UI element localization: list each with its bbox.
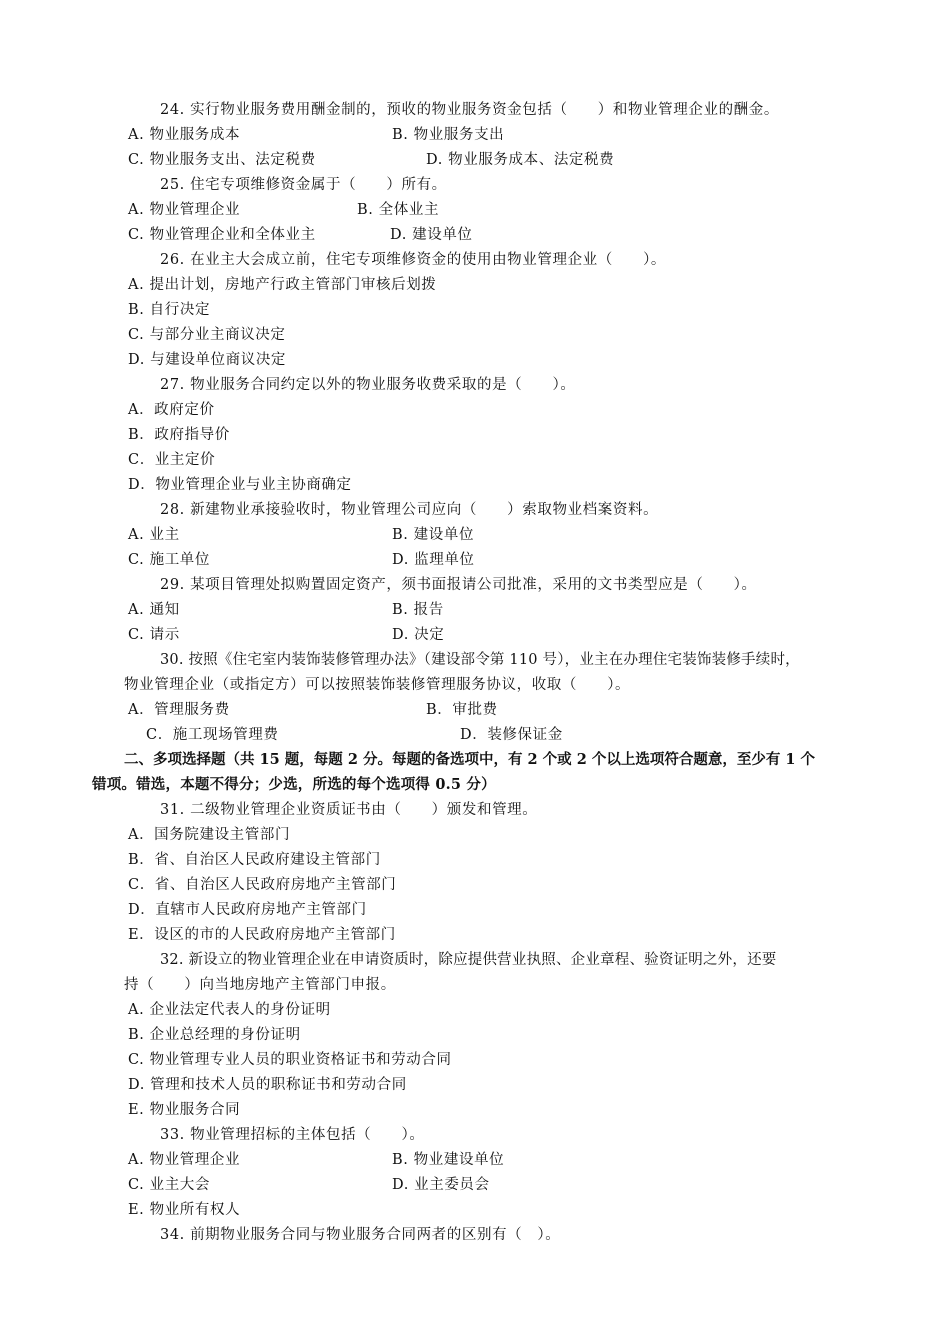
question-32-stem: 32. 新设立的物业管理企业在申请资质时，除应提供营业执照、企业章程、验资证明之外，还要 <box>160 952 777 968</box>
question-24-stem: 24. 实行物业服务费用酬金制的，预收的物业服务资金包括（ ）和物业管理企业的酬金。 <box>160 102 779 118</box>
question-26-option-d: D. 与建设单位商议决定 <box>128 352 287 368</box>
question-32-stem-continued: 持（ ）向当地房地产主管部门申报。 <box>124 977 396 993</box>
question-25-option-b: B. 全体业主 <box>357 202 440 218</box>
section-2-heading-continued: 错项。错选，本题不得分；少选，所选的每个选项得 0.5 分） <box>92 776 496 793</box>
question-33-option-d: D. 业主委员会 <box>392 1177 490 1193</box>
question-32-option-a: A. 企业法定代表人的身份证明 <box>128 1002 331 1018</box>
question-31-option-b: B．省、自治区人民政府建设主管部门 <box>128 852 381 868</box>
question-25-option-d: D. 建设单位 <box>390 227 473 243</box>
question-28-option-c: C. 施工单位 <box>128 552 210 568</box>
question-30-option-d: D．装修保证金 <box>460 727 563 743</box>
question-31-option-d: D．直辖市人民政府房地产主管部门 <box>128 902 367 918</box>
question-32-option-b: B. 企业总经理的身份证明 <box>128 1027 301 1043</box>
question-30-stem-continued: 物业管理企业（或指定方）可以按照装饰装修管理服务协议，收取（ ）。 <box>124 677 631 693</box>
question-24-option-a: A. 物业服务成本 <box>128 127 241 143</box>
question-33-option-b: B. 物业建设单位 <box>392 1152 505 1168</box>
question-29-option-d: D. 决定 <box>392 627 445 643</box>
question-31-option-a: A．国务院建设主管部门 <box>128 827 291 843</box>
question-31-stem: 31. 二级物业管理企业资质证书由（ ）颁发和管理。 <box>160 802 538 818</box>
question-24-option-c: C. 物业服务支出、法定税费 <box>128 152 316 168</box>
question-34-stem: 34. 前期物业服务合同与物业服务合同两者的区别有（ ）。 <box>160 1227 561 1243</box>
question-24-option-b: B. 物业服务支出 <box>392 127 505 143</box>
question-30-option-b: B．审批费 <box>426 702 498 718</box>
question-29-option-a: A. 通知 <box>128 602 180 618</box>
question-28-option-a: A. 业主 <box>128 527 180 543</box>
question-29-option-c: C. 请示 <box>128 627 180 643</box>
question-26-stem: 26. 在业主大会成立前，住宅专项维修资金的使用由物业管理企业（ ）。 <box>160 252 667 268</box>
question-32-option-d: D. 管理和技术人员的职称证书和劳动合同 <box>128 1077 407 1093</box>
question-33-stem: 33. 物业管理招标的主体包括（ ）。 <box>160 1127 425 1143</box>
question-30-stem: 30. 按照《住宅室内装饰装修管理办法》（建设部令第 110 号），业主在办理住宅装饰装修手续时， <box>160 652 800 668</box>
question-32-option-e: E. 物业服务合同 <box>128 1102 241 1118</box>
question-33-option-c: C. 业主大会 <box>128 1177 210 1193</box>
question-26-option-c: C. 与部分业主商议决定 <box>128 327 286 343</box>
question-27-option-d: D．物业管理企业与业主协商确定 <box>128 477 352 493</box>
section-2-heading: 二、多项选择题（共 15 题，每题 2 分。每题的备选项中，有 2 个或 2 个以上选项符合题意，至少有 1 个 <box>124 751 816 768</box>
question-30-option-a: A．管理服务费 <box>128 702 230 718</box>
question-29-stem: 29. 某项目管理处拟购置固定资产，须书面报请公司批准，采用的文书类型应是（ ）。 <box>160 577 757 593</box>
question-33-option-e: E. 物业所有权人 <box>128 1202 241 1218</box>
question-33-option-a: A. 物业管理企业 <box>128 1152 241 1168</box>
question-31-option-c: C．省、自治区人民政府房地产主管部门 <box>128 877 397 893</box>
question-26-option-a: A. 提出计划，房地产行政主管部门审核后划拨 <box>128 277 437 293</box>
question-25-option-a: A. 物业管理企业 <box>128 202 241 218</box>
question-27-option-c: C．业主定价 <box>128 452 216 468</box>
question-26-option-b: B. 自行决定 <box>128 302 211 318</box>
question-25-option-c: C. 物业管理企业和全体业主 <box>128 227 316 243</box>
question-28-stem: 28. 新建物业承接验收时，物业管理公司应向（ ）索取物业档案资料。 <box>160 502 659 518</box>
question-30-option-c: C．施工现场管理费 <box>146 727 279 743</box>
question-28-option-d: D. 监理单位 <box>392 552 475 568</box>
question-27-stem: 27. 物业服务合同约定以外的物业服务收费采取的是（ ）。 <box>160 377 576 393</box>
question-27-option-b: B．政府指导价 <box>128 427 230 443</box>
question-24-option-d: D. 物业服务成本、法定税费 <box>426 152 615 168</box>
question-28-option-b: B. 建设单位 <box>392 527 475 543</box>
question-27-option-a: A．政府定价 <box>128 402 215 418</box>
question-25-stem: 25. 住宅专项维修资金属于（ ）所有。 <box>160 177 447 193</box>
question-29-option-b: B. 报告 <box>392 602 444 618</box>
question-32-option-c: C. 物业管理专业人员的职业资格证书和劳动合同 <box>128 1052 452 1068</box>
question-31-option-e: E．设区的市的人民政府房地产主管部门 <box>128 927 396 943</box>
